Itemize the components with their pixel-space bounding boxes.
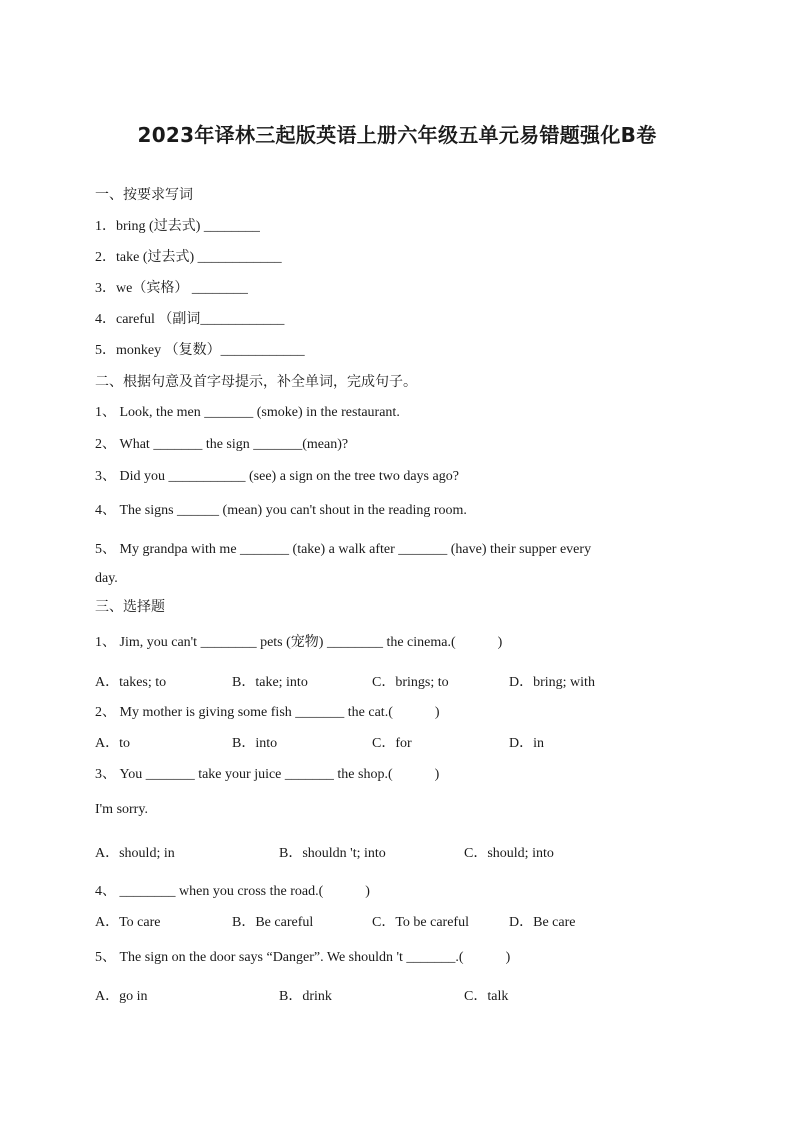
q5-option-b: B．drink — [279, 989, 332, 1004]
q2-option-d: D．in — [509, 736, 544, 751]
part2-item-4: 4、 The signs ______ (mean) you can't shout in the reading room. — [95, 503, 467, 518]
part1-item-1: 1．bring (过去式) ________ — [95, 219, 260, 234]
q4-option-c: C．To be careful — [372, 915, 469, 930]
q3-option-c: C．should; into — [464, 846, 554, 861]
q5-option-a: A．go in — [95, 989, 148, 1004]
part2-item-1: 1、 Look, the men _______ (smoke) in the restaurant. — [95, 405, 400, 420]
q2-option-c: C．for — [372, 736, 412, 751]
part1-item-4: 4．careful （副词____________ — [95, 312, 285, 327]
q4-option-b: B．Be careful — [232, 915, 314, 930]
q1-option-a: A．takes; to — [95, 675, 167, 690]
q3-option-b: B．shouldn 't; into — [279, 846, 386, 861]
page-title: 2023年译林三起版英语上册六年级五单元易错题强化B卷 — [137, 123, 657, 147]
q5-option-c: C．talk — [464, 989, 509, 1004]
question-3-reply: I'm sorry. — [95, 802, 148, 817]
part2-item-3: 3、 Did you ___________ (see) a sign on the tree two days ago? — [95, 469, 459, 484]
question-3: 3、 You _______ take your juice _______ the shop.( ) — [95, 767, 440, 782]
q3-option-a: A．should; in — [95, 846, 175, 861]
part1-item-2: 2．take (过去式) ____________ — [95, 250, 282, 265]
q4-option-a: A．To care — [95, 915, 161, 930]
part2-item-2: 2、 What _______ the sign _______(mean)? — [95, 437, 349, 452]
part1-item-5: 5．monkey （复数）____________ — [95, 343, 305, 358]
question-5: 5、 The sign on the door says “Danger”. We shouldn 't _______.( ) — [95, 950, 511, 965]
part1-item-3: 3．we（宾格） ________ — [95, 281, 248, 296]
question-2: 2、 My mother is giving some fish _______ the cat.( ) — [95, 705, 440, 720]
q4-option-d: D．Be care — [509, 915, 576, 930]
section-heading-3: 三、选择题 — [95, 599, 165, 615]
question-1: 1、 Jim, you can't ________ pets (宠物) ________ the cinema.( ) — [95, 635, 503, 650]
q2-option-a: A．to — [95, 736, 130, 751]
section-heading-2: 二、根据句意及首字母提示，补全单词，完成句子。 — [95, 374, 417, 390]
q1-option-b: B．take; into — [232, 675, 308, 690]
q1-option-c: C．brings; to — [372, 675, 449, 690]
part2-item-5: 5、 My grandpa with me _______ (take) a walk after _______ (have) their supper every — [95, 542, 592, 557]
q1-option-d: D．bring; with — [509, 675, 595, 690]
section-heading-1: 一、按要求写词 — [95, 187, 193, 203]
question-4: 4、 ________ when you cross the road.( ) — [95, 884, 370, 899]
q2-option-b: B．into — [232, 736, 278, 751]
part2-item-5-continued: day. — [95, 571, 118, 586]
